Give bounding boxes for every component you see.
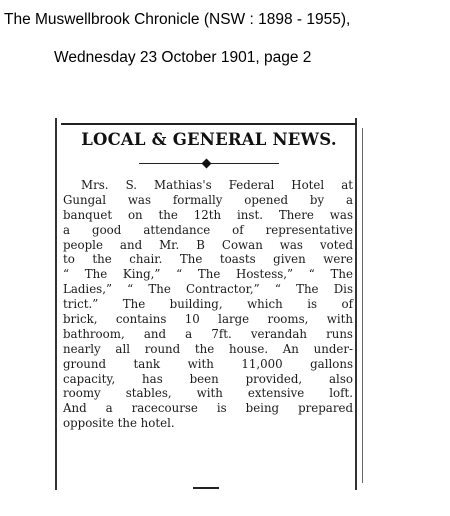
article-body (63, 178, 353, 431)
article-line: roomy stables, with extensive loft. (63, 386, 353, 401)
article-line: Mrs. S. Mathias's Federal Hotel at (81, 178, 353, 192)
article-line: capacity, has been provided, also (63, 371, 353, 386)
article-line: “ The King,” “ The Hostess,” “ The (63, 267, 353, 282)
article-line: banquet on the 12th inst. There was (63, 207, 353, 222)
article-line: bathroom, and a 7ft. verandah runs (63, 326, 353, 341)
column-rule-left (55, 118, 57, 490)
end-rule (193, 487, 219, 489)
article-line: nearly all round the house. An under- (63, 341, 353, 356)
article-heading: LOCAL & GENERAL NEWS. (81, 130, 337, 149)
column-rule-right (355, 118, 357, 490)
column-rule-right-outer (362, 128, 363, 483)
article-line: trict.” The building, which is of (63, 297, 353, 312)
article-line: brick, contains 10 large rooms, with (63, 312, 353, 327)
newspaper-clipping (55, 118, 363, 490)
source-caption: The Muswellbrook Chronicle (NSW : 1898 - 1955), (4, 11, 351, 28)
date-caption: Wednesday 23 October 1901, page 2 (54, 49, 312, 66)
top-rule (61, 123, 357, 125)
ornament-diamond-icon (202, 159, 212, 169)
article-line: to the chair. The toasts given were (63, 252, 353, 267)
article-line: Gungal was formally opened by a (63, 192, 353, 207)
article-line: people and Mr. B Cowan was voted (63, 237, 353, 252)
article-line: a good attendance of representative (63, 222, 353, 237)
article-line: opposite the hotel. (63, 416, 175, 431)
article-line: Ladies,” “ The Contractor,” “ The Dis (63, 282, 353, 297)
heading-ornament (139, 160, 279, 168)
article-line: And a racecourse is being prepared (63, 401, 353, 416)
article-line: ground tank with 11,000 gallons (63, 356, 353, 371)
